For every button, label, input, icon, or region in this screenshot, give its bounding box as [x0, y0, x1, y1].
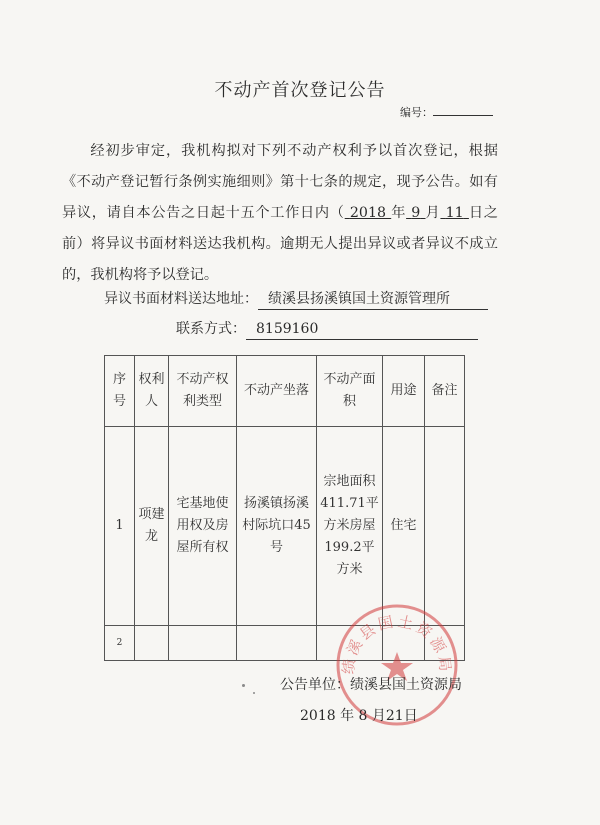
cell-no: 2 — [105, 626, 135, 661]
svg-text:绩溪县国土资源局: 绩溪县国土资源局 — [339, 612, 455, 676]
deadline-day: 11 — [445, 205, 464, 221]
announcement-body — [62, 136, 498, 291]
serial-blank — [433, 105, 493, 116]
contact-label: 联系方式： — [176, 321, 246, 337]
cell-right-type: 宅基地使用权及房屋所有权 — [169, 427, 237, 626]
cell-no: 1 — [105, 427, 135, 626]
serial-number — [400, 104, 493, 120]
deadline-month: 9 — [411, 205, 421, 221]
cell-holder: 项建龙 — [135, 427, 169, 626]
cell-right-type — [169, 626, 237, 661]
announcing-unit-label: 公告单位： — [280, 677, 350, 693]
header-remark: 备注 — [425, 356, 465, 427]
deadline-year: 2018 — [349, 205, 386, 221]
ink-speck — [242, 684, 245, 687]
table-header-row — [105, 356, 465, 427]
cell-remark — [425, 427, 465, 626]
header-use: 用途 — [383, 356, 425, 427]
header-right-type: 不动产权利类型 — [169, 356, 237, 427]
announcement-date: 2018 年 8 月21日 — [300, 708, 418, 724]
intro-text-b: 日之前）将异议书面材料送达我机构。逾期无人提出异议或者异议不成立的，我机构将予以登记。 — [62, 205, 498, 283]
objection-address-value: 绩溪县扬溪镇国土资源管理所 — [258, 291, 488, 310]
cell-use: 住宅 — [383, 427, 425, 626]
table-row — [105, 427, 465, 626]
cell-holder — [135, 626, 169, 661]
objection-address — [104, 288, 488, 310]
ink-speck — [253, 692, 255, 694]
deadline-year-unit: 年 — [391, 205, 407, 221]
cell-location: 扬溪镇扬溪村际坑口45号 — [237, 427, 317, 626]
announcing-unit-name: 绩溪县国土资源局 — [350, 677, 462, 693]
intro-text-a: 经初步审定，我机构拟对下列不动产权利予以首次登记，根据《不动产登记暂行条例实施细则》第十七条的规定，现予公告。如有异议，请自本公告之日起十五个工作日内（ — [62, 143, 498, 221]
page-title: 不动产首次登记公告 — [214, 80, 386, 101]
announcing-unit — [280, 674, 462, 694]
objection-address-label: 异议书面材料送达地址： — [104, 291, 258, 307]
header-holder: 权利人 — [135, 356, 169, 427]
serial-label: 编号： — [400, 106, 433, 119]
header-area: 不动产面积 — [317, 356, 383, 427]
deadline-month-unit: 月 — [425, 205, 441, 221]
contact-value: 8159160 — [246, 321, 478, 340]
cell-area: 宗地面积411.71平方米房屋199.2平方米 — [317, 427, 383, 626]
header-location: 不动产坐落 — [237, 356, 317, 427]
cell-location — [237, 626, 317, 661]
header-no: 序号 — [105, 356, 135, 427]
contact-line — [176, 318, 478, 340]
